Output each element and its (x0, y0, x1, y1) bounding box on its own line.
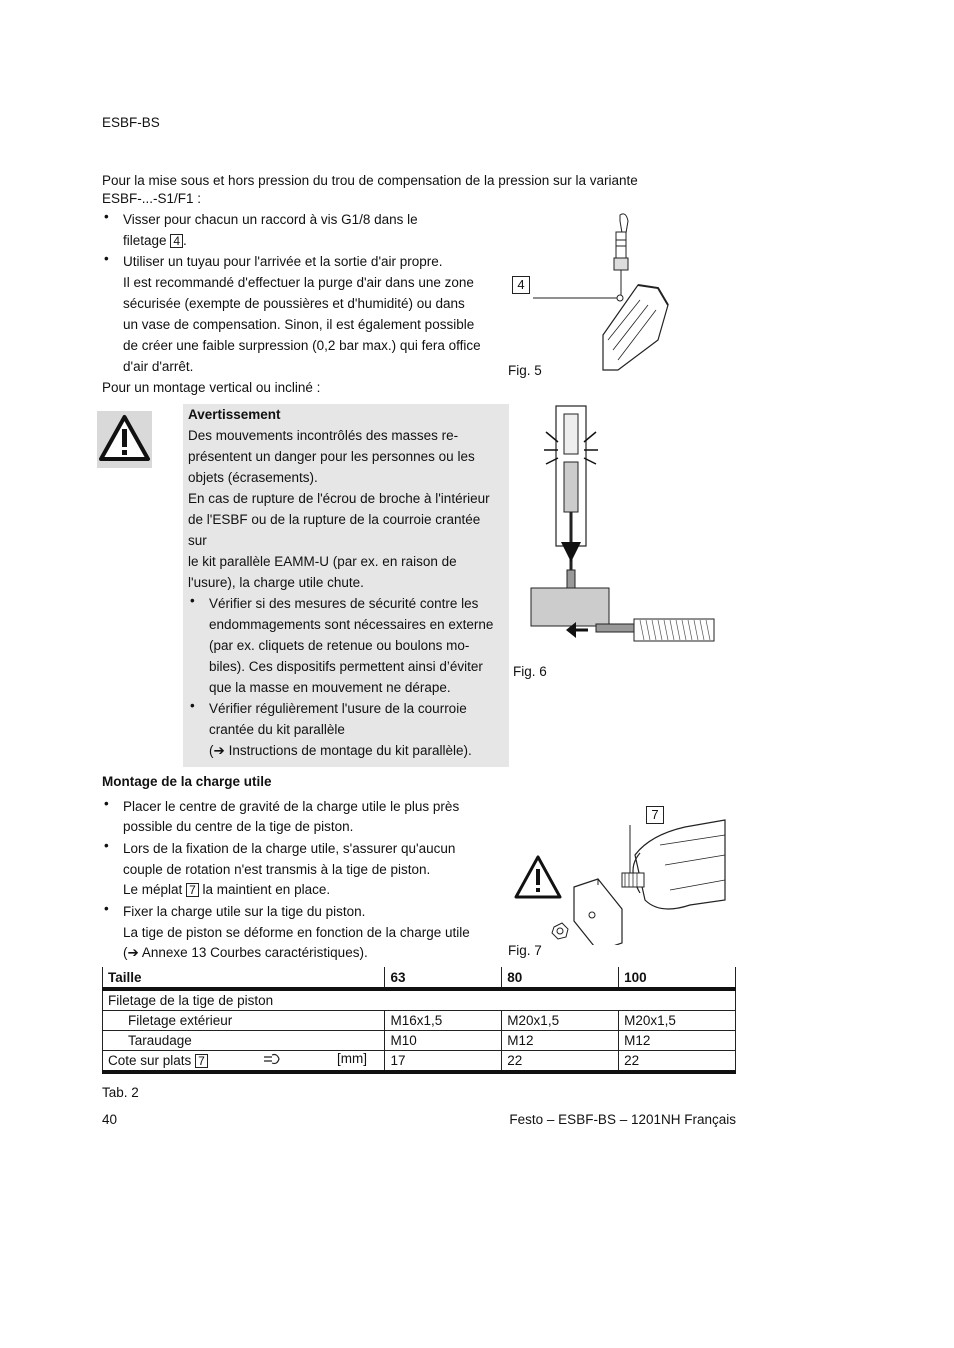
bullet-dot: • (104, 796, 109, 811)
warning-triangle-icon (97, 411, 152, 468)
bullet-dot: • (190, 593, 195, 608)
warning-bullet-text: biles). Ces dispositifs permettent ainsi d’éviter (209, 659, 483, 674)
warning-bullet-text: Vérifier régulièrement l'usure de la courroie (209, 701, 467, 716)
bullet-text: Visser pour chacun un raccord à vis G1/8 dans le (123, 212, 418, 227)
bullet-text: filetage 4 . (123, 233, 187, 248)
table-row (103, 1030, 736, 1050)
bullet-text: un vase de compensation. Sinon, il est également possible (123, 317, 475, 332)
table-header-cell: 63 (385, 967, 502, 989)
table-header-cell: 100 (619, 967, 736, 989)
payload-mounting-illustration (510, 805, 730, 945)
table-row-label: Filetage extérieur (103, 1010, 385, 1030)
bullet-text: Placer le centre de gravité de la charge utile le plus près (123, 799, 460, 814)
warning-text: sur (188, 533, 207, 548)
arrow-right-icon: ➔ (213, 743, 225, 758)
warning-bullet-text: crantée du kit parallèle (209, 722, 345, 737)
bullet-text: couple de rotation n'est transmis à la tige de piston. (123, 862, 431, 877)
bullet-dot: • (190, 698, 195, 713)
table-cell: M16x1,5 (385, 1010, 502, 1030)
wrench-icon (263, 1053, 281, 1068)
page-number: 40 (102, 1112, 118, 1127)
fig7-caption: Fig. 7 (508, 943, 542, 958)
section-heading: Montage de la charge utile (102, 774, 272, 789)
table-caption: Tab. 2 (102, 1085, 139, 1100)
warning-text: Des mouvements incontrôlés des masses re- (188, 428, 459, 443)
table-cell: 17 (385, 1050, 502, 1072)
warning-title: Avertissement (188, 407, 281, 422)
warning-icon-background (97, 411, 152, 468)
size-table (102, 967, 736, 1074)
fig5-ref-box: 4 (512, 276, 530, 294)
table-group-row (103, 989, 736, 1010)
unit-label: [mm] (337, 1050, 367, 1066)
ref-box: 7 (195, 1054, 208, 1068)
figure-7 (510, 805, 730, 945)
ref-box: 4 (170, 234, 183, 248)
warning-text: présentent un danger pour les personnes ou les (188, 449, 475, 464)
table-cell: 22 (502, 1050, 619, 1072)
bullet-text: La tige de piston se déforme en fonction de la charge utile (123, 925, 470, 940)
table-row-label: Cote sur plats 7 [mm] (103, 1050, 385, 1072)
warning-bullet-text: que la masse en mouvement ne dérape. (209, 680, 451, 695)
bullet-text: sécurisée (exempte de poussières et d'humidité) ou dans (123, 296, 465, 311)
figure-6 (528, 402, 718, 647)
warning-bullet-text: (➔ Instructions de montage du kit parallèle). (209, 743, 472, 758)
bullet-dot: • (104, 209, 109, 224)
bullet-text: Le méplat 7 la maintient en place. (123, 882, 331, 897)
bullet-text: (➔ Annexe 13 Courbes caractéristiques). (123, 945, 368, 960)
warning-bullet-text: endommagements sont nécessaires en externe (209, 617, 494, 632)
falling-load-illustration (528, 402, 718, 647)
bullet-text: possible du centre de la tige de piston. (123, 819, 354, 834)
table-cell: M12 (502, 1030, 619, 1050)
table-row-label: Taraudage (103, 1030, 385, 1050)
warning-bullet-text: Vérifier si des mesures de sécurité contre les (209, 596, 479, 611)
table-group-label: Filetage de la tige de piston (103, 989, 736, 1010)
table-header-cell: 80 (502, 967, 619, 989)
bullet-text: Il est recommandé d'effectuer la purge d'air dans une zone (123, 275, 474, 290)
warning-text: de l'ESBF ou de la rupture de la courroie crantée (188, 512, 481, 527)
bullet-text: Utiliser un tuyau pour l'arrivée et la sortie d'air propre. (123, 254, 443, 269)
page-header-title: ESBF-BS (102, 115, 160, 130)
table-row (103, 1010, 736, 1030)
arrow-right-icon: ➔ (127, 945, 139, 960)
table-header-row (103, 967, 736, 989)
table-cell: M20x1,5 (619, 1010, 736, 1030)
warning-text: En cas de rupture de l'écrou de broche à l'intérieur (188, 491, 490, 506)
table-row (103, 1050, 736, 1072)
table-cell: 22 (619, 1050, 736, 1072)
ref-box: 7 (186, 883, 199, 897)
bullet-text: Fixer la charge utile sur la tige du piston. (123, 904, 366, 919)
warning-bullet-text: (par ex. cliquets de retenue ou boulons mo- (209, 638, 470, 653)
bullet-text: Lors de la fixation de la charge utile, s'assurer qu'aucun (123, 841, 456, 856)
figure-5 (508, 210, 678, 380)
intro-text-variant: ESBF-...-S1/F1 : (102, 191, 202, 206)
table-header-cell: Taille (103, 967, 385, 989)
cylinder-fitting-illustration (508, 210, 678, 380)
vertical-mount-note: Pour un montage vertical ou incliné : (102, 380, 321, 395)
bullet-text: d'air d'arrêt. (123, 359, 194, 374)
table-cell: M10 (385, 1030, 502, 1050)
warning-text: l'usure), la charge utile chute. (188, 575, 364, 590)
table-cell: M20x1,5 (502, 1010, 619, 1030)
bullet-dot: • (104, 838, 109, 853)
footer-doc-info: Festo – ESBF-BS – 1201NH Français (509, 1112, 736, 1127)
warning-text: objets (écrasements). (188, 470, 318, 485)
bullet-text: de créer une faible surpression (0,2 bar max.) qui fera office (123, 338, 481, 353)
intro-text: Pour la mise sous et hors pression du trou de compensation de la pression sur la variante (102, 173, 638, 188)
bullet-dot: • (104, 901, 109, 916)
table-cell: M12 (619, 1030, 736, 1050)
fig7-ref-box: 7 (646, 806, 664, 824)
bullet-dot: • (104, 251, 109, 266)
warning-text: le kit parallèle EAMM-U (par ex. en raison de (188, 554, 457, 569)
fig6-caption: Fig. 6 (513, 664, 547, 679)
fig5-caption: Fig. 5 (508, 363, 542, 378)
